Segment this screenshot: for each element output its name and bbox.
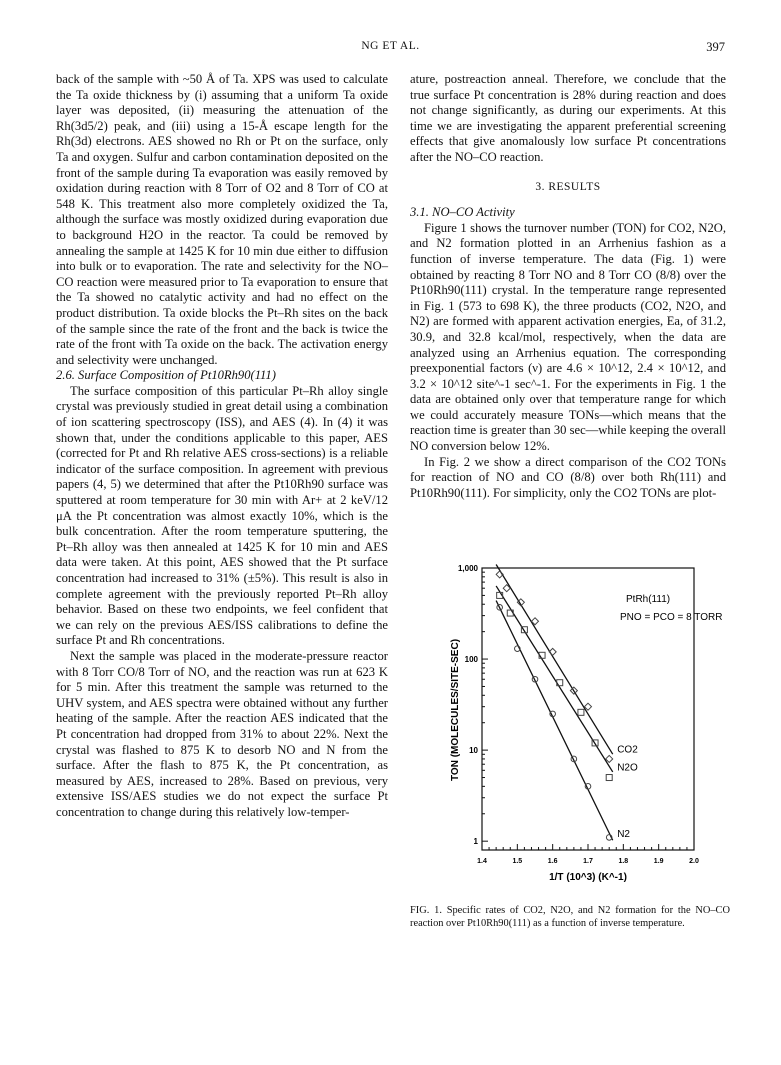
page-header bbox=[56, 40, 725, 58]
plot-frame bbox=[482, 568, 694, 850]
left-column bbox=[56, 72, 388, 821]
fit-line bbox=[496, 601, 613, 841]
left-paragraph-3: Next the sample was placed in the moderate-pressure reactor with 8 Torr CO/8 Torr of NO, and the reaction was run at 623 K for 5 min. After this treatment the sample was returned to the UHV system, and AES spectra were obtained without any further heating of the sample. After the reaction AES indicated that the Pt concentration had dropped from 31% to about 22%. Next the crystal was flashed to 875 K to desorb NO and N from the surface. After the flash to 875 K, the Pt concentration, as measured by AES, increased to 28%. Based on previous, very extensive ISS/AES studies we do not expect the surface Pt concentration to change during this relatively low-temper- bbox=[56, 648, 388, 819]
figure-caption: FIG. 1. Specific rates of CO2, N2O, and N2 formation for the NO–CO reaction over Pt10Rh90(111) as a function of inverse temperature. bbox=[410, 905, 730, 929]
x-ticks bbox=[477, 844, 699, 865]
right-paragraph-2: Figure 1 shows the turnover number (TON) for CO2, N2O, and N2 formation plotted in an Arrhenius fashion as a function of inverse temperature. The data (Fig. 1) were obtained by reacting 8 Torr NO and 8 Torr CO (8/8) over the Pt10Rh90(111) crystal. In the temperature range represented in Fig. 1 (573 to 698 K), the three products (CO2, N2O, and N2) are formed with apparent activation energies, Ea, of 31.2, 30.9, and 32.8 kcal/mol, respectively, when the data are analyzed using an Arrhenius equation. The corresponding preexponential factors (ν) are 4.6 × 10^12, 2.4 × 10^12, and 3.2 × 10^12 site^-1 sec^-1. For the experiments in Fig. 1 the data are obtained only over that temperature range for which we could accurately measure TONs—which means that the reaction time is greater than 30 sec—while keeping the overall NO conversion below 12%. bbox=[410, 220, 726, 454]
x-tick-label: 1.9 bbox=[653, 858, 664, 865]
series-label: N2O bbox=[617, 762, 638, 774]
right-paragraph-3: In Fig. 2 we show a direct comparison of the CO2 TONs for reaction of NO and CO (8/8) over both Rh(111) and Pt10Rh90(111). For simplicity, only the CO2 TONs are plot- bbox=[410, 454, 726, 500]
series-label: N2 bbox=[617, 828, 630, 840]
x-tick-label: 1.7 bbox=[583, 858, 593, 865]
series-label: CO2 bbox=[617, 744, 638, 756]
running-head: NG ET AL. bbox=[361, 40, 420, 52]
data-point bbox=[606, 775, 612, 781]
fit-line bbox=[496, 564, 613, 754]
data-point bbox=[578, 709, 584, 715]
figure-1 bbox=[440, 560, 730, 890]
right-column bbox=[410, 72, 726, 501]
left-paragraph-2: The surface composition of this particular Pt–Rh alloy single crystal was previously studied in great detail using a combination of ion scattering spectroscopy (ISS), and AES (4). In (4) it was shown that, under the conditions applicable to this paper, AES (corrected for Pt and Rh relative AES cross-sections) is a reliable indicator of the surface composition. In agreement with previous papers (4, 5) we determined that after the Pt10Rh90 surface was sputtered at room temperature for 30 min with Ar+ at 2 keV/12 μA the Pt concentration was almost exactly 10%, which is the bulk concentration. After the room temperature sputtering, the Pt–Rh alloy was then annealed at 1425 K for 10 min and AES data were taken. At this point, AES showed that the Pt surface concentration had increased to 31% (±5%). This result is also in complete agreement with the previously reported Pt–Rh alloy behavior. Based on these two endpoints, we feel confident that we can rely on the previous AES/ISS calibrations to define the surface Pt and Rh concentrations. bbox=[56, 383, 388, 648]
annotation-pressure: PNO = PCO = 8 TORR bbox=[620, 612, 723, 623]
left-paragraph-1: back of the sample with ~50 Å of Ta. XPS was used to calculate the Ta oxide thickness by (i) assuming that a uniform Ta oxide layer was deposited, (ii) measuring the attenuation of the Rh(3d5/2) peak, and (iii) using a 15-Å escape length for the Rh(3d) electrons. AES showed no Rh or Pt on the surface, only Ta and oxygen. Sulfur and carbon contamination deposited on the front of the sample during Ta evaporation was easily removed by oxidation during reaction with 8 Torr of O2 and 8 Torr of CO at 548 K. This treatment also more completely oxidized the Ta, although the surface was mostly oxidized during evaporation due to background H2O in the reactor. Ta could be removed by annealing the sample at 1425 K for 10 min due either to diffusion into bulk or to evaporation. The rate and selectivity for the NO–CO reaction were measured prior to Ta evaporation to ensure that the Ta showed no catalytic activity and had no effect on the product distribution. Ta oxide blocks the Pt–Rh sites on the back of the sample since the rate of the front and the back is twice the rate of the front with Ta oxide on the back. The activation energy and selectivity were unchanged. bbox=[56, 72, 388, 367]
y-tick-label: 100 bbox=[464, 655, 478, 665]
right-paragraph-1: ature, postreaction anneal. Therefore, we conclude that the true surface Pt concentration is 28% during reaction and does not change significantly, as during our experiments. At this time we are investigating the apparent preferential screening effects that give anomalously low surface Pt concentrations after the NO–CO reaction. bbox=[410, 72, 726, 164]
y-tick-label: 10 bbox=[469, 746, 478, 756]
y-ticks bbox=[458, 564, 488, 846]
x-axis-label: 1/T (10^3) (K^-1) bbox=[549, 872, 627, 883]
y-tick-label: 1,000 bbox=[457, 564, 478, 573]
series-layer bbox=[496, 564, 638, 840]
annotation-crystal: PtRh(111) bbox=[626, 594, 671, 605]
arrhenius-chart bbox=[440, 560, 730, 890]
section-heading-3-1: 3.1. NO–CO Activity bbox=[410, 205, 515, 220]
y-axis-label: TON (MOLECULES/SITE-SEC) bbox=[450, 638, 461, 782]
x-tick-label: 1.6 bbox=[547, 858, 558, 865]
section-heading-2-6: 2.6. Surface Composition of Pt10Rh90(111) bbox=[56, 368, 276, 383]
x-tick-label: 1.5 bbox=[512, 858, 523, 865]
x-tick-label: 2.0 bbox=[689, 858, 699, 865]
x-tick-label: 1.8 bbox=[618, 858, 629, 865]
x-tick-label: 1.4 bbox=[477, 858, 487, 865]
section-heading-results: 3. RESULTS bbox=[535, 180, 601, 193]
page-number: 397 bbox=[706, 40, 725, 54]
y-tick-label: 1 bbox=[473, 837, 478, 847]
